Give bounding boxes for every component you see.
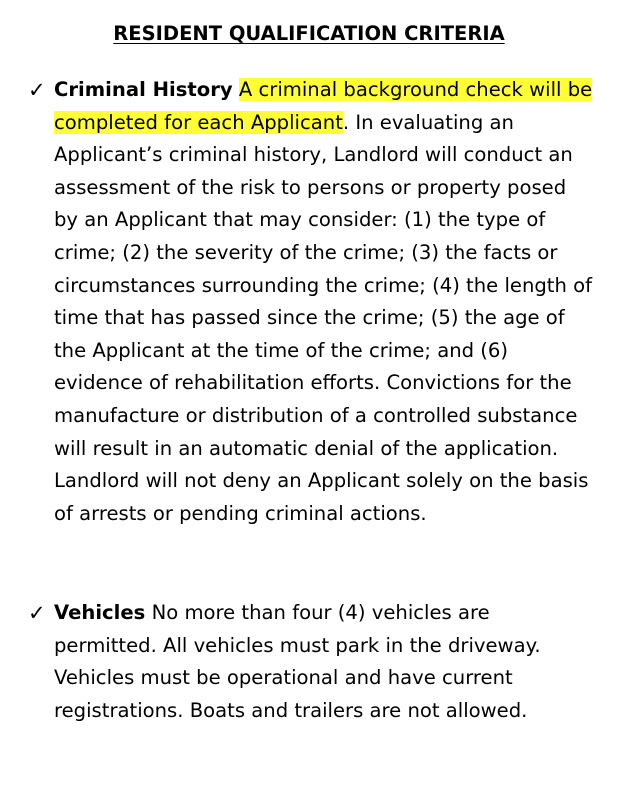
highlighted-text: A criminal background check will be completed for each Applicant [54, 78, 593, 134]
criteria-text: No more than four (4) vehicles are permitted. All vehicles must park in the driveway. Vehicles must be operational and have current registrations. Boats and trailers are not allowed. [54, 601, 541, 722]
criteria-heading: Criminal History [54, 78, 233, 101]
criteria-heading: Vehicles [54, 601, 146, 624]
page-title: RESIDENT QUALIFICATION CRITERIA [113, 22, 505, 45]
criteria-body [54, 74, 594, 530]
criteria-text: . In evaluating an Applicant’s criminal history, Landlord will conduct an assessment of the risk to persons or property posed by an Applicant that may consider: (1) the type of crime; (2) the severity of the crime; (3) the facts or circumstances surrounding the crime; (4) the length of time that has passed since the crime; (5) the age of the Applicant at the time of the crime; and (6) evidence of rehabilitation efforts. Convictions for the manufacture or distribution of a controlled substance will result in an automatic denial of the application. Landlord will not deny an Applicant solely on the basis of arrests or pending criminal actions. [54, 110, 593, 525]
criteria-item-vehicles [28, 597, 594, 727]
checkmark-icon: ✓ [28, 78, 46, 102]
checkmark-icon: ✓ [28, 601, 46, 625]
criteria-item-criminal-history [28, 74, 594, 530]
criteria-body [54, 597, 594, 727]
